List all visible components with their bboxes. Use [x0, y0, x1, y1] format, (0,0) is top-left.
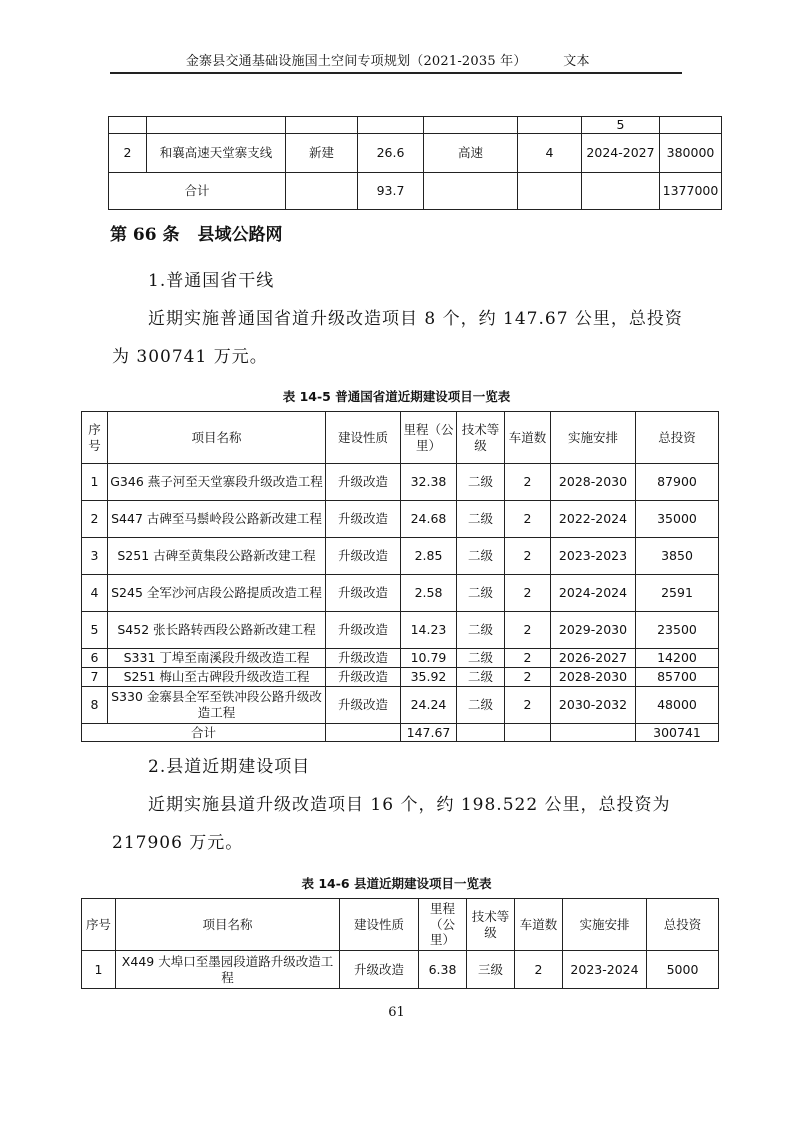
table-caption: 表 14-5 普通国省道近期建设项目一览表 — [282, 389, 511, 404]
table-header-row: 序号 项目名称 建设性质 里程（公里） 技术等级 车道数 实施安排 总投资 — [82, 899, 719, 951]
body-paragraph: 近期实施县道升级改造项目 16 个，约 198.522 公里，总投资为 217906 万元。 — [112, 795, 671, 853]
table-row: 1 G346 燕子河至天堂寨段升级改造工程 升级改造 32.38 二级 2 2028-2030 87900 — [82, 464, 719, 501]
header-section: 文本 — [563, 54, 590, 69]
table-row: 1 X449 大埠口至墨园段道路升级改造工程 升级改造 6.38 三级 2 2023-2024 5000 — [82, 951, 719, 989]
body-paragraph: 近期实施普通国省道升级改造项目 8 个，约 147.67 公里，总投资为 300741 万元。 — [112, 309, 683, 367]
continued-table — [108, 116, 722, 210]
table-row: 5 — [109, 117, 722, 134]
header-title: 金寨县交通基础设施国土空间专项规划（2021-2035 年） — [185, 54, 527, 69]
page-header — [110, 50, 682, 69]
table-row: 8 S330 金寨县全军至铁冲段公路升级改造工程 升级改造 24.24 二级 2 2030-2032 48000 — [82, 687, 719, 724]
header-rule — [110, 72, 682, 74]
section-heading: 1.普通国省干线 — [148, 271, 275, 291]
table-row: 2 S447 古碑至马鬃岭段公路新改建工程 升级改造 24.68 二级 2 2022-2024 35000 — [82, 501, 719, 538]
page-number: 61 — [388, 1005, 405, 1020]
table-total-row: 合计 147.67 300741 — [82, 724, 719, 742]
table-row: 3 S251 古碑至黄集段公路新改建工程 升级改造 2.85 二级 2 2023-2023 3850 — [82, 538, 719, 575]
table-row: 5 S452 张长路转西段公路新改建工程 升级改造 14.23 二级 2 2029-2030 23500 — [82, 612, 719, 649]
section-heading: 2.县道近期建设项目 — [148, 757, 311, 777]
table-row: 7 S251 梅山至古碑段升级改造工程 升级改造 35.92 二级 2 2028-2030 85700 — [82, 668, 719, 687]
table-row: 6 S331 丁埠至南溪段升级改造工程 升级改造 10.79 二级 2 2026-2027 14200 — [82, 649, 719, 668]
table-header-row: 序号 项目名称 建设性质 里程（公里） 技术等级 车道数 实施安排 总投资 — [82, 412, 719, 464]
table-caption: 表 14-6 县道近期建设项目一览表 — [301, 876, 492, 891]
table-row: 2 和襄高速天堂寨支线 新建 26.6 高速 4 2024-2027 380000 — [109, 133, 722, 172]
provincial-roads-table — [81, 411, 719, 742]
table-total-row: 合计 93.7 1377000 — [109, 172, 722, 209]
article-title: 第 66 条 县域公路网 — [110, 225, 283, 245]
county-roads-table — [81, 898, 719, 989]
table-row: 4 S245 全军沙河店段公路提质改造工程 升级改造 2.58 二级 2 2024-2024 2591 — [82, 575, 719, 612]
